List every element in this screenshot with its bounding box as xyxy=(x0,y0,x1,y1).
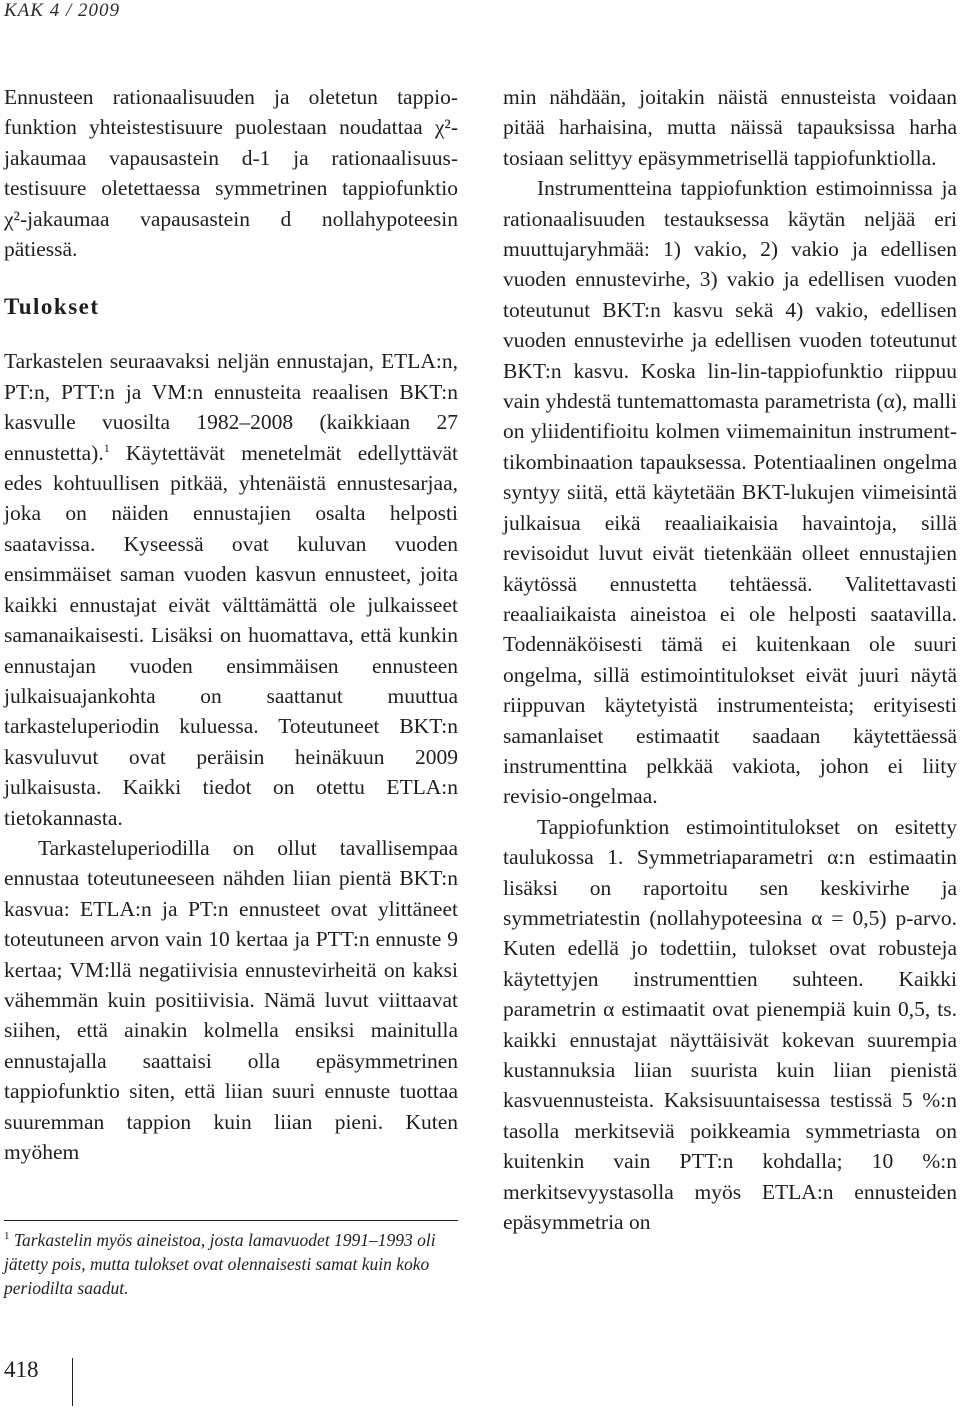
results-paragraph xyxy=(4,346,458,833)
results-text-start: Tarkastelen seuraavaksi neljän ennustajan, ETLA:n, PT:n, PTT:n ja VM:n ennusteita reaalisen BKT:n kasvulle vuosilta 1982–2008 (kaikkiaan 27 ennustetta). xyxy=(4,349,458,465)
section-heading: Tulokset xyxy=(4,294,100,320)
left-column xyxy=(4,82,458,1167)
footnote-text: Tarkastelin myös aineistoa, josta lamavuodet 1991–1993 oli jätetty pois, mutta tulokset ovat olennaisesti samat kuin koko periodilta saadut. xyxy=(4,1230,436,1298)
instruments-paragraph: Instrumentteina tappiofunktion estimoinnissa ja rationaalisuuden testauksessa käytän neljää eri muuttujaryhmää: 1) vakio, 2) vakio ja edellisen vuoden ennustevirhe, 3) vakio ja edellisen vuoden toteutunut BKT:n kasvu sekä 4) vakio, edellisen vuoden ennustevirhe ja edellisen vuoden toteutunut BKT:n kasvu. Koska lin-lin-tappiofunktio riippuu vain yhdestä tuntemattomasta parametrista (α), malli on yliidentifioitu kolmen viimemainitun instrumenttikombinaation tapauksessa. Potentiaalinen ongelma syntyy siitä, että käytetään BKT-lukujen viimeisintä julkaisua eikä reaaliaikaisia havaintoja, sillä revisoidut luvut eivät tietenkään olleet ennustajien käytössä ennustetta tehtäessä. Valitettavasti reaaliaikaista aineistoa ei ole helposti saatavilla. Todennäköisesti tämä ei kuitenkaan ole suuri ongelma, sillä estimointitulokset eivät juuri näytä riippuvan käytetyistä instrumenteista; erityisesti samanlaiset estimaatit saadaan käytettäessä instrumenttina pelkkää vakiota, johon ei liity revisio-ongelmaa. xyxy=(503,176,957,809)
results-text-end: Käytettävät menetelmät edellyttävät edes kohtuullisen pitkää, yhtenäistä ennustesarjaa, joka on näiden ennustajien osalta helposti saatavissa. Kyseessä ovat kuluvan vuoden ensimmäiset saman vuoden kasvun ennusteet, joita kaikki ennustajat eivät välttämättä ole julkaisseet samanaikaisesti. Lisäksi on huomattava, että kunkin ennustajan vuoden ensimmäisen ennusteen julkaisuajankohta on saattanut muuttua tarkasteluperiodin kuluessa. Toteutuneet BKT:n kasvuluvut ovat peräisin heinäkuun 2009 julkaisusta. Kaikki tiedot on otettu ETLA:n tietokannasta. xyxy=(4,440,458,830)
footnote-reference: 1 xyxy=(103,440,110,455)
right-column xyxy=(503,82,957,1237)
running-head: KAK 4 / 2009 xyxy=(4,0,120,21)
page-number: 418 xyxy=(4,1357,39,1382)
footnote xyxy=(4,1228,458,1300)
footnote-rule xyxy=(4,1220,458,1221)
intro-paragraph: Ennusteen rationaalisuuden ja oletetun tappiofunktion yhteistestisuure puolestaan noudattaa χ²-jakaumaa vapausastein d-1 ja rationaalisuustestisuure oletettaessa symmetrinen tappiofunktio χ²-jakaumaa vapausastein d nollahypoteesin pätiessä. xyxy=(4,85,458,262)
estimation-paragraph: Tappiofunktion estimointitulokset on esitetty taulukossa 1. Symmetriaparametri α:n estimaatin lisäksi on raportoitu sen keskivirhe ja symmetriatestin (nollahypoteesina α = 0,5) p-arvo. Kuten edellä jo todettiin, tulokset ovat robusteja käytettyjen instrumenttien suhteen. Kaikki parametrin α estimaatit ovat pienempiä kuin 0,5, ts. kaikki ennustajat näyttäisivät kokevan suurempia kustannuksia liian suurista kuin liian pienistä kasvuennusteista. Kaksisuuntaisessa testissä 5 %:n tasolla merkitseviä poikkeamia symmetriasta on kuitenkin vain PTT:n kohdalla; 10 %:n merkitsevyystasolla myös ETLA:n ennusteiden epäsymmetria on xyxy=(503,814,957,1235)
continued-paragraph: min nähdään, joitakin näistä ennusteista voidaan pitää harhaisina, mutta näissä tapauksissa harha tosiaan selittyy epäsymmetrisellä tappiofunktiolla. xyxy=(503,85,957,170)
page-number-rule xyxy=(72,1358,73,1406)
footnote-marker: 1 xyxy=(4,1230,10,1243)
discussion-paragraph: Tarkasteluperiodilla on ollut tavallisempaa ennustaa toteutuneeseen nähden liian pientä BKT:n kasvua: ETLA:n ja PT:n ennusteet ovat ylittäneet toteutuneen arvon vain 10 kertaa ja PTT:n ennuste 9 kertaa; VM:llä negatiivisia ennustevirheitä on kaksi vähemmän kuin positiivisia. Nämä luvut viittaavat siihen, että ainakin kolmella ensiksi mainitulla ennustajalla saattaisi olla epäsymmetrinen tappiofunktio siten, että liian suuri ennuste tuottaa suuremman tappion kuin liian pieni. Kuten myöhem xyxy=(4,835,458,1164)
